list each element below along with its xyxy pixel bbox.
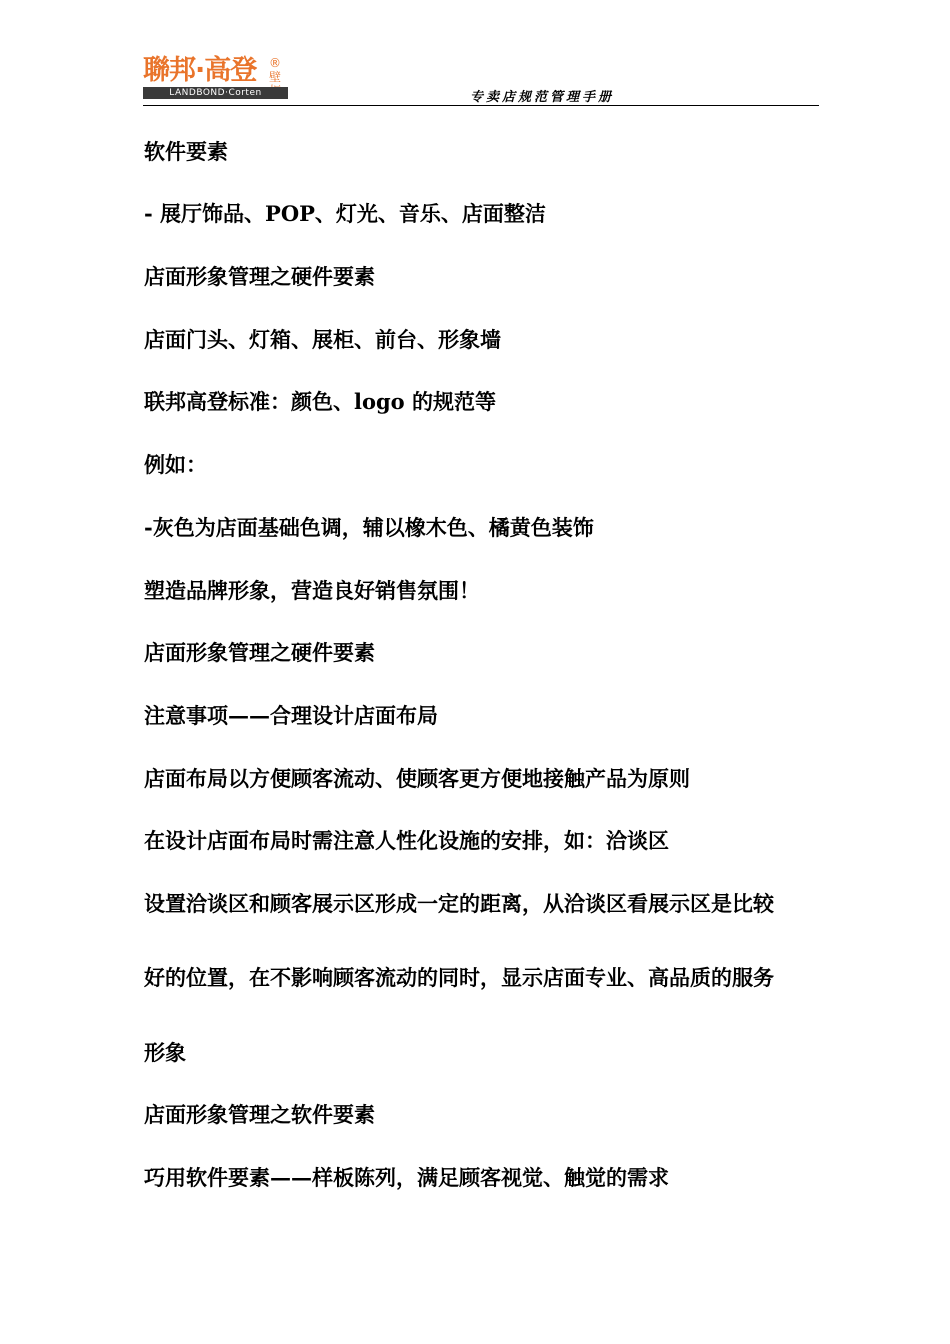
logo-side-mark: ®壁 [269, 56, 282, 84]
logo-wordmark: 聯邦·高登 [143, 55, 257, 86]
paragraph: - 展厅饰品、POP、灯光、音乐、店面整洁 [144, 201, 546, 226]
page-header [0, 0, 950, 110]
manual-title: 专卖店规范管理手册 [470, 90, 615, 105]
paragraph: 店面形象管理之硬件要素 [144, 264, 375, 289]
paragraph: 店面布局以方便顾客流动、使顾客更方便地接触产品为原则 [144, 766, 690, 791]
paragraph: 店面门头、灯箱、展柜、前台、形象墙 [144, 327, 501, 352]
paragraph: -灰色为店面基础色调，辅以橡木色、橘黄色装饰 [144, 515, 594, 540]
logo-subtitle-bar: LANDBOND·Corten [143, 87, 288, 99]
paragraph: 好的位置，在不影响顾客流动的同时，显示店面专业、高品质的服务 [144, 965, 774, 990]
paragraph: 注意事项——合理设计店面布局 [144, 703, 438, 728]
paragraph: 形象 [144, 1040, 186, 1065]
paragraph: 塑造品牌形象，营造良好销售氛围！ [144, 578, 480, 603]
header-divider [143, 105, 819, 106]
brand-logo [143, 55, 293, 99]
paragraph: 店面形象管理之硬件要素 [144, 640, 375, 665]
paragraph: 巧用软件要素——样板陈列，满足顾客视觉、触觉的需求 [144, 1165, 669, 1190]
paragraph: 设置洽谈区和顾客展示区形成一定的距离，从洽谈区看展示区是比较 [144, 891, 774, 916]
paragraph: 店面形象管理之软件要素 [144, 1102, 375, 1127]
paragraph: 在设计店面布局时需注意人性化设施的安排，如：洽谈区 [144, 828, 669, 853]
paragraph: 软件要素 [144, 139, 228, 164]
paragraph: 联邦高登标准：颜色、logo 的规范等 [144, 389, 496, 414]
paragraph: 例如： [144, 452, 207, 477]
